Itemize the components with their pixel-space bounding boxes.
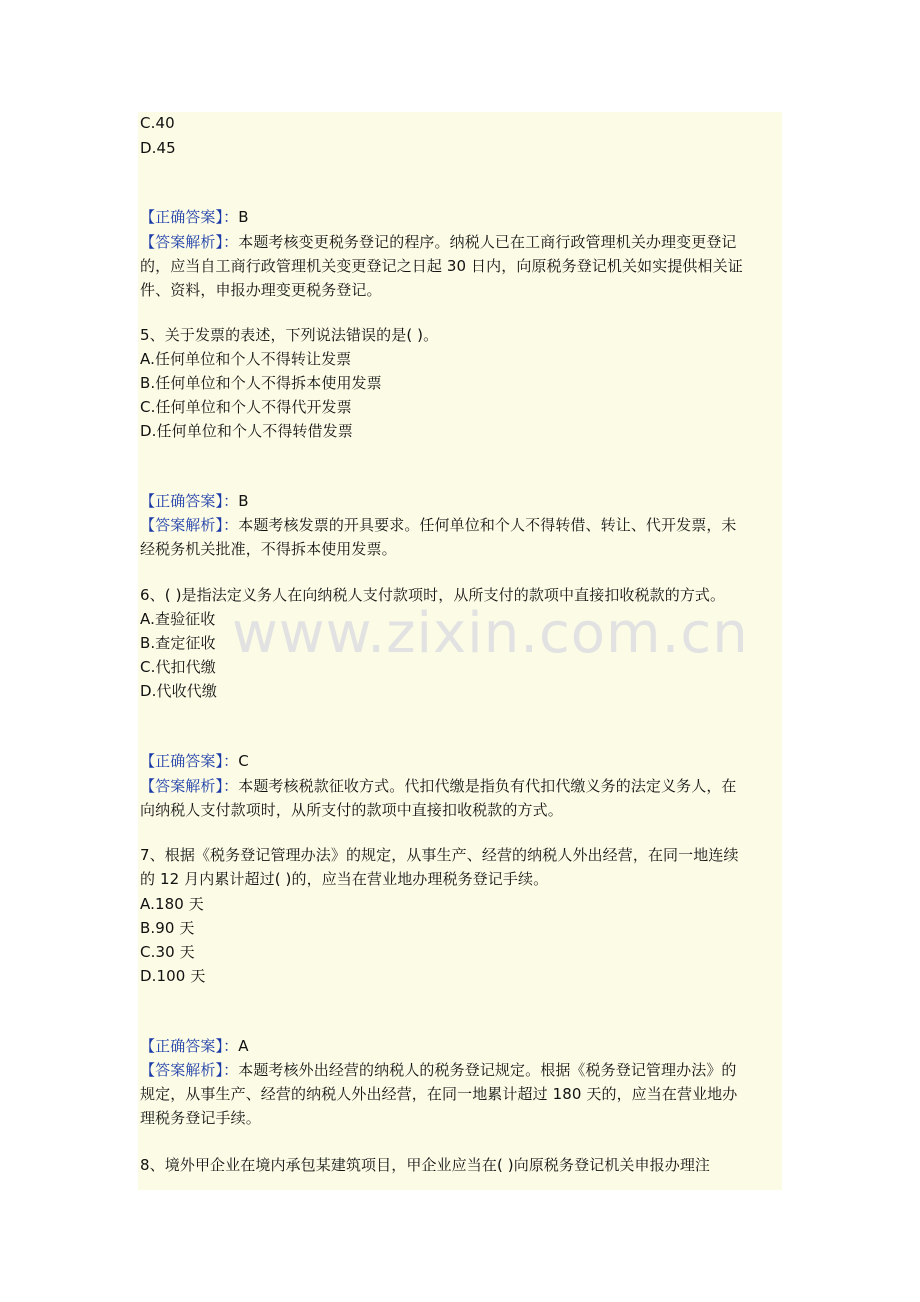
q7-stem-line-2: 的 12 月内累计超过( )的，应当在营业地办理税务登记手续。: [140, 870, 549, 888]
q5-analysis-line-1: [140, 516, 737, 534]
answer-tag: 【正确答案】: [140, 1037, 224, 1055]
q7-analysis-line-3: 理税务登记手续。: [140, 1109, 261, 1127]
analysis-sep: ：: [223, 233, 239, 251]
answer-tag: 【正确答案】: [140, 752, 224, 770]
analysis-sep: ：: [223, 777, 239, 795]
q5-stem: 5、关于发票的表述，下列说法错误的是( )。: [140, 326, 439, 344]
q4-analysis-line-1: [140, 233, 737, 251]
q6-option-a: A.查验征收: [140, 610, 216, 628]
q5-option-b: B.任何单位和个人不得拆本使用发票: [140, 374, 382, 392]
q6-option-b: B.查定征收: [140, 634, 216, 652]
analysis-tag: 【答案解析】: [140, 516, 224, 534]
q5-option-a: A.任何单位和个人不得转让发票: [140, 350, 352, 368]
q4-analysis-line-3: 件、资料，申报办理变更税务登记。: [140, 281, 382, 299]
analysis-sep: ：: [223, 1061, 239, 1079]
analysis-text: 本题考核税款征收方式。代扣代缴是指负有代扣代缴义务的法定义务人，在: [238, 777, 737, 795]
answer-sep: ：: [223, 208, 239, 226]
q7-option-d: D.100 天: [140, 967, 206, 985]
q5-option-c: C.任何单位和个人不得代开发票: [140, 398, 352, 416]
q5-answer-line: [140, 492, 249, 510]
q4-analysis-line-2: 的，应当自工商行政管理机关变更登记之日起 30 日内，向原税务登记机关如实提供相关证: [140, 257, 743, 275]
q5-answer: B: [238, 492, 249, 510]
q6-analysis-line-2: 向纳税人支付款项时，从所支付的款项中直接扣收税款的方式。: [140, 801, 563, 819]
q6-answer-line: [140, 752, 249, 770]
answer-tag: 【正确答案】: [140, 208, 224, 226]
q6-answer: C: [238, 752, 249, 770]
q7-option-c: C.30 天: [140, 943, 195, 961]
q7-option-a: A.180 天: [140, 895, 204, 913]
analysis-text: 本题考核变更税务登记的程序。纳税人已在工商行政管理机关办理变更登记: [238, 233, 737, 251]
answer-sep: ：: [223, 1037, 239, 1055]
analysis-sep: ：: [223, 516, 239, 534]
analysis-text: 本题考核外出经营的纳税人的税务登记规定。根据《税务登记管理办法》的: [238, 1061, 737, 1079]
q5-option-d: D.任何单位和个人不得转借发票: [140, 422, 353, 440]
q6-stem: 6、( )是指法定义务人在向纳税人支付款项时，从所支付的款项中直接扣收税款的方式。: [140, 586, 726, 604]
q4-option-c: C.40: [140, 114, 175, 132]
q4-answer: B: [238, 208, 249, 226]
answer-tag: 【正确答案】: [140, 492, 224, 510]
q6-analysis-line-1: [140, 777, 737, 795]
watermark: www.zixin.com.cn: [232, 601, 749, 666]
q8-stem: 8、境外甲企业在境内承包某建筑项目，甲企业应当在( )向原税务登记机关申报办理注: [140, 1156, 711, 1174]
q7-answer: A: [238, 1037, 249, 1055]
q7-stem-line-1: 7、根据《税务登记管理办法》的规定，从事生产、经营的纳税人外出经营，在同一地连续: [140, 846, 739, 864]
q4-option-d: D.45: [140, 139, 176, 157]
q6-option-d: D.代收代缴: [140, 682, 217, 700]
analysis-tag: 【答案解析】: [140, 777, 224, 795]
analysis-tag: 【答案解析】: [140, 233, 224, 251]
analysis-text: 本题考核发票的开具要求。任何单位和个人不得转借、转让、代开发票，未: [238, 516, 737, 534]
q7-answer-line: [140, 1037, 249, 1055]
q6-option-c: C.代扣代缴: [140, 658, 216, 676]
analysis-tag: 【答案解析】: [140, 1061, 224, 1079]
answer-sep: ：: [223, 752, 239, 770]
q7-analysis-line-1: [140, 1061, 737, 1079]
q7-analysis-line-2: 规定，从事生产、经营的纳税人外出经营，在同一地累计超过 180 天的，应当在营业地办: [140, 1085, 738, 1103]
q5-analysis-line-2: 经税务机关批准，不得拆本使用发票。: [140, 540, 397, 558]
answer-sep: ：: [223, 492, 239, 510]
q4-answer-line: [140, 208, 249, 226]
q7-option-b: B.90 天: [140, 919, 195, 937]
